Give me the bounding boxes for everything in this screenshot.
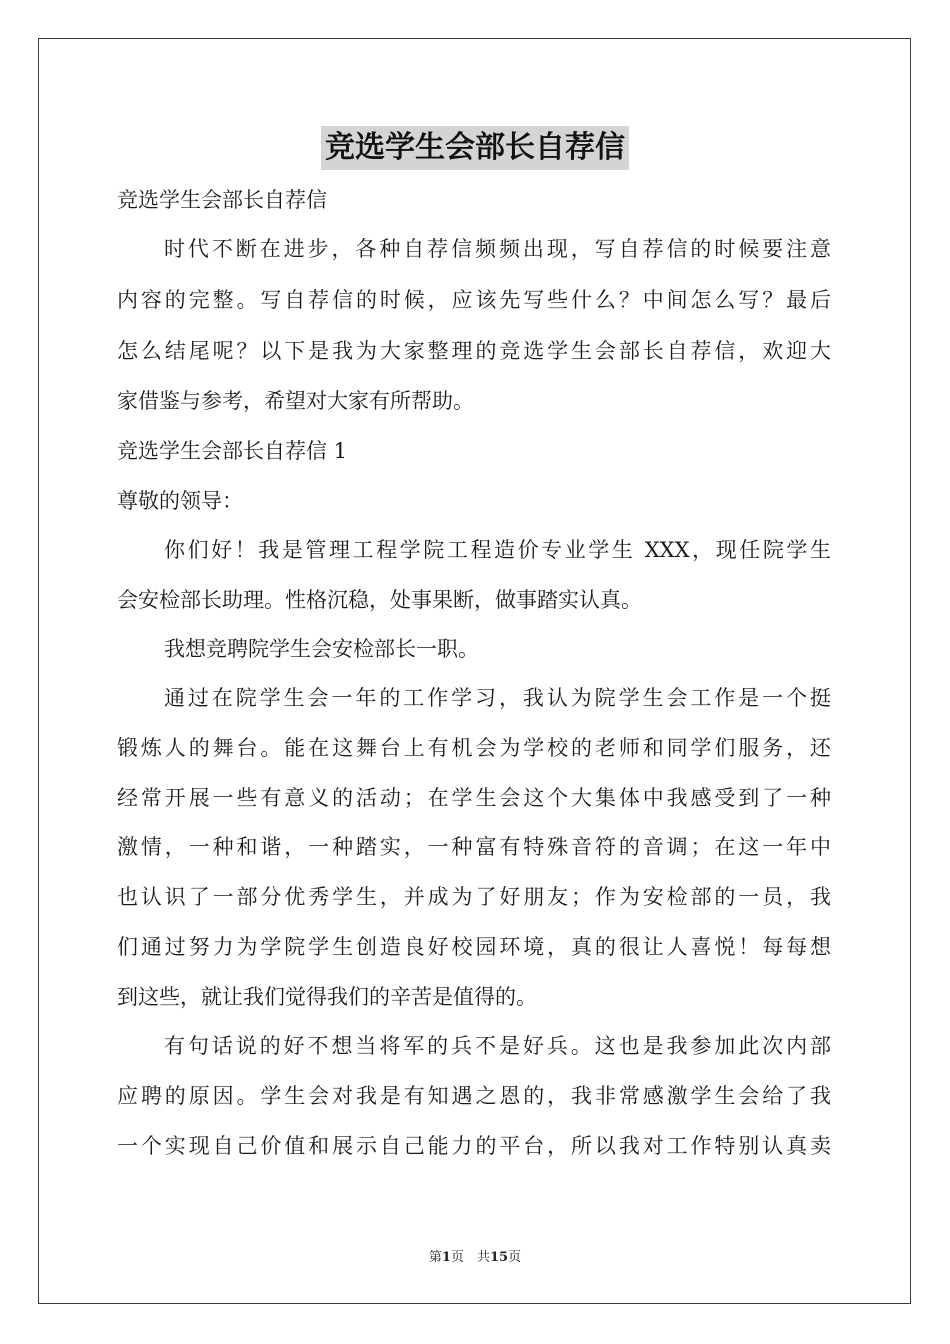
paragraph-line: 锻炼人的舞台。能在这舞台上有机会为学校的老师和同学们服务，还 <box>117 736 831 760</box>
paragraph-line: 通过在院学生会一年的工作学习，我认为院学生会工作是一个挺 <box>164 686 831 710</box>
paragraph-line: 也认识了一部分优秀学生，并成为了好朋友；作为安检部的一员，我 <box>117 885 831 909</box>
footer-mid: 页 共 <box>450 1250 490 1265</box>
paragraph-line: 有句话说的好不想当将军的兵不是好兵。这也是我参加此次内部 <box>164 1034 831 1058</box>
paragraph-line: 们通过努力为学院学生创造良好校园环境，真的很让人喜悦！每每想 <box>117 935 831 959</box>
total-page-count: 15 <box>489 1250 509 1265</box>
paragraph-line: 到这些，就让我们觉得我们的辛苦是值得的。 <box>117 985 537 1009</box>
subtitle-line: 竞选学生会部长自荐信 <box>117 188 327 212</box>
current-page-number: 1 <box>441 1250 451 1265</box>
paragraph-line: 会安检部长助理。性格沉稳，处事果断，做事踏实认真。 <box>117 588 642 612</box>
paragraph-line: 激情，一种和谐，一种踏实，一种富有特殊音符的音调；在这一年中 <box>117 835 831 859</box>
section-heading: 竞选学生会部长自荐信 1 <box>117 439 348 463</box>
paragraph-line: 你们好！我是管理工程学院工程造价专业学生 XXX，现任院学生 <box>164 538 831 562</box>
paragraph-line: 内容的完整。写自荐信的时候，应该先写些什么？中间怎么写？最后 <box>117 288 831 312</box>
paragraph-line: 应聘的原因。学生会对我是有知遇之恩的，我非常感激学生会给了我 <box>117 1084 831 1108</box>
paragraph-line: 一个实现自己价值和展示自己能力的平台，所以我对工作特别认真卖 <box>117 1134 831 1158</box>
title-container <box>0 126 950 170</box>
footer-suffix: 页 <box>508 1250 522 1265</box>
paragraph-line: 时代不断在进步，各种自荐信频频出现，写自荐信的时候要注意 <box>164 237 831 261</box>
paragraph-line: 怎么结尾呢？以下是我为大家整理的竞选学生会部长自荐信，欢迎大 <box>117 339 831 363</box>
salutation: 尊敬的领导： <box>117 489 243 513</box>
page-border <box>38 38 911 1304</box>
footer-prefix: 第 <box>428 1250 442 1265</box>
page-footer <box>0 1246 950 1265</box>
paragraph-line: 我想竞聘院学生会安检部长一职。 <box>164 637 479 661</box>
paragraph-line: 经常开展一些有意义的活动；在学生会这个大集体中我感受到了一种 <box>117 786 831 810</box>
paragraph-line: 家借鉴与参考，希望对大家有所帮助。 <box>117 389 474 413</box>
document-title: 竞选学生会部长自荐信 <box>321 126 629 170</box>
